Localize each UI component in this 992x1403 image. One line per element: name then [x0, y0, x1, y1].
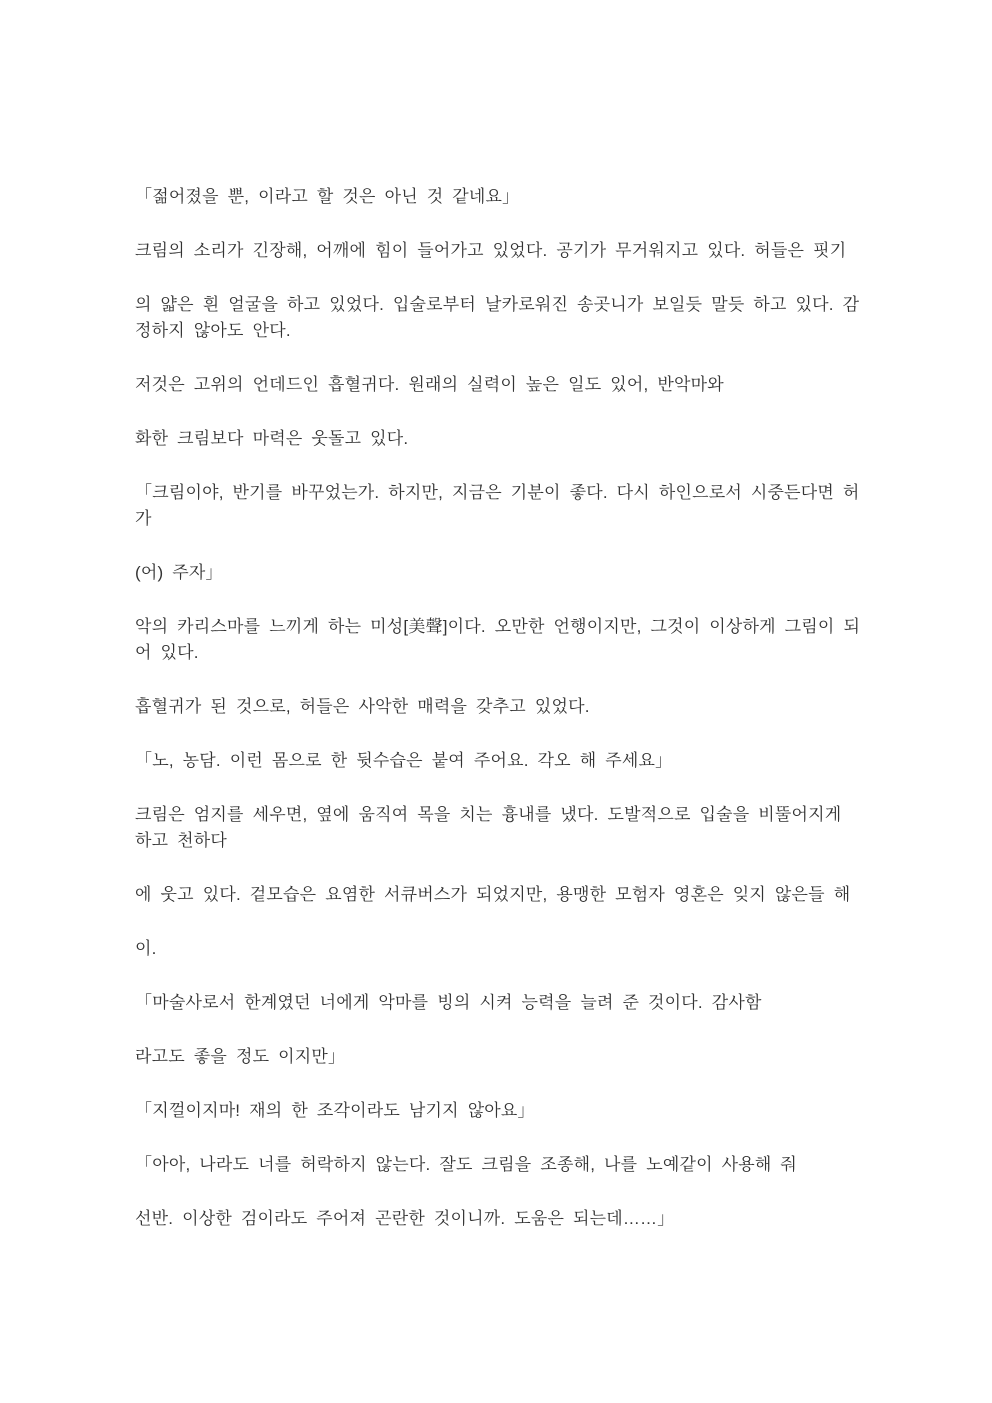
paragraph-narration-9 [135, 936, 875, 962]
paragraph-quote-3 [135, 748, 875, 774]
paragraph-quote-6-continued [135, 1206, 875, 1232]
text-line: 「노, 농담. 이런 몸으로 한 뒷수습은 붙여 주어요. 각오 해 주세요」 [135, 751, 673, 770]
paragraph-narration-4 [135, 426, 875, 452]
text-line: 이. [135, 939, 157, 958]
paragraph-quote-1 [135, 184, 875, 210]
text-line: 흡혈귀가 된 것으로, 허들은 사악한 매력을 갖추고 있었다. [135, 697, 590, 716]
text-line: 「아아, 나라도 너를 허락하지 않는다. 잘도 크림을 조종해, 나를 노예같이 사용해 줘 [135, 1155, 798, 1174]
paragraph-quote-5 [135, 1098, 875, 1124]
text-line: 크림은 엄지를 세우면, 옆에 움직여 목을 치는 흉내를 냈다. 도발적으로 입술을 비뚤어지게 [135, 805, 842, 824]
text-line: (어) 주자」 [135, 563, 223, 582]
text-line: 「지껄이지마! 재의 한 조각이라도 남기지 않아요」 [135, 1101, 535, 1120]
paragraph-narration-3 [135, 372, 875, 398]
text-line: 가 [135, 509, 152, 528]
paragraph-narration-6 [135, 694, 875, 720]
text-line: 라고도 좋을 정도 이지만」 [135, 1047, 346, 1066]
paragraph-quote-6 [135, 1152, 875, 1178]
text-line: 「젊어졌을 뿐, 이라고 할 것은 아닌 것 같네요」 [135, 187, 520, 206]
text-line: 악의 카리스마를 느끼게 하는 미성[美聲]이다. 오만한 언행이지만, 그것이 이상하게 그림이 되 [135, 617, 861, 636]
text-line: 저것은 고위의 언데드인 흡혈귀다. 원래의 실력이 높은 일도 있어, 반악마와 [135, 375, 724, 394]
paragraph-quote-2-continued [135, 560, 875, 586]
paragraph-narration-8 [135, 882, 875, 908]
text-line: 크림의 소리가 긴장해, 어깨에 힘이 들어가고 있었다. 공기가 무거워지고 있다. 허들은 핏기 [135, 241, 847, 260]
paragraph-narration-1 [135, 238, 875, 264]
paragraph-quote-4-continued [135, 1044, 875, 1070]
text-line: 「마술사로서 한계였던 너에게 악마를 빙의 시켜 능력을 늘려 준 것이다. 감사함 [135, 993, 762, 1012]
text-line: 선반. 이상한 검이라도 주어져 곤란한 것이니까. 도움은 되는데……」 [135, 1209, 675, 1228]
paragraph-narration-5 [135, 614, 875, 666]
text-line: 에 웃고 있다. 겉모습은 요염한 서큐버스가 되었지만, 용맹한 모험자 영혼은 잊지 않은들 해 [135, 885, 851, 904]
paragraph-quote-4 [135, 990, 875, 1016]
text-content [135, 184, 875, 1260]
paragraph-narration-2 [135, 292, 875, 344]
text-line: 정하지 않아도 안다. [135, 321, 291, 340]
text-line: 어 있다. [135, 643, 199, 662]
text-line: 하고 천하다 [135, 831, 228, 850]
text-line: 「크림이야, 반기를 바꾸었는가. 하지만, 지금은 기분이 좋다. 다시 하인으로서 시중든다면 허 [135, 483, 860, 502]
paragraph-narration-7 [135, 802, 875, 854]
paragraph-quote-2 [135, 480, 875, 532]
text-line: 의 얇은 흰 얼굴을 하고 있었다. 입술로부터 날카로워진 송곳니가 보일듯 말듯 하고 있다. 감 [135, 295, 860, 314]
text-line: 화한 크림보다 마력은 웃돌고 있다. [135, 429, 409, 448]
